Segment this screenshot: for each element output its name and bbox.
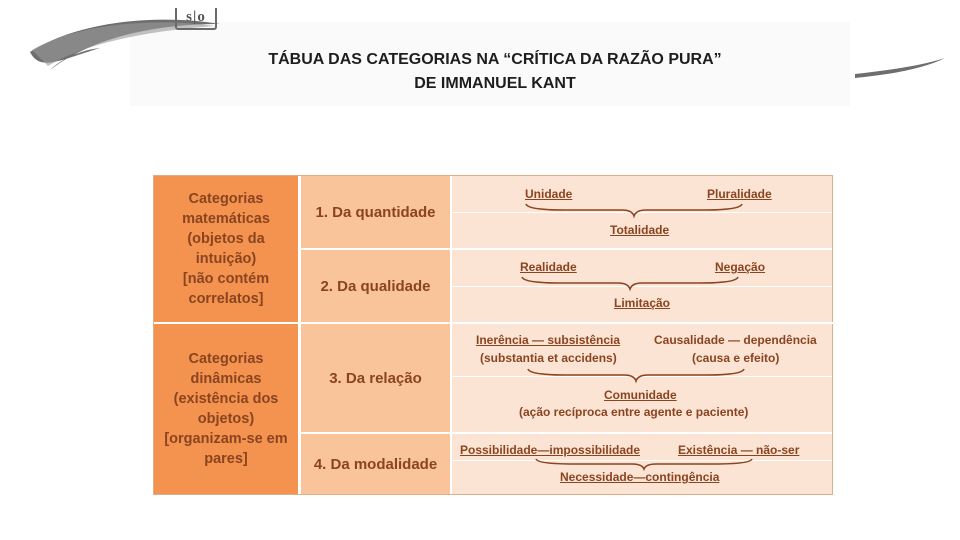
category-cell-modality: [301, 434, 451, 494]
group-cell-mathematical: [154, 176, 300, 322]
categories-table: [153, 175, 833, 495]
brace-icon: [520, 275, 740, 291]
pair-right-term: Pluralidade: [707, 187, 772, 201]
logo: s|o: [175, 8, 217, 30]
brace-icon: [524, 202, 744, 218]
group-divider: [154, 322, 834, 324]
pair-left-subtitle: (substantia et accidens): [480, 351, 617, 365]
page-title-line1: TÁBUA DAS CATEGORIAS NA “CRÍTICA DA RAZÃO PURA”: [268, 51, 722, 68]
result-term: Comunidade: [604, 388, 677, 402]
page-title: [0, 48, 960, 96]
category-cell-relation: [301, 324, 451, 432]
page-title-line2: DE IMMANUEL KANT: [414, 75, 576, 92]
brace-icon: [534, 457, 754, 471]
category-cell-quality: [301, 250, 451, 322]
pair-right-term: Existência — não-ser: [678, 443, 800, 457]
category-label: 4. Da modalidade: [313, 455, 438, 473]
group-label: Categorias matemáticas (objetos da intuição) [não contém correlatos]: [182, 191, 270, 307]
group-cell-dynamic: [154, 324, 300, 494]
pair-right-term: Negação: [715, 260, 766, 274]
pair-left-term: Realidade: [520, 260, 577, 274]
result-term: Totalidade: [610, 223, 670, 237]
category-label: 3. Da relação: [329, 369, 422, 387]
pair-left-term: Possibilidade—impossibilidade: [460, 443, 641, 457]
category-cell-quantity: [301, 176, 451, 248]
category-label: 2. Da qualidade: [320, 277, 431, 295]
category-label: 1. Da quantidade: [315, 203, 436, 221]
result-term: Necessidade—contingência: [560, 470, 720, 484]
result-term: Limitação: [614, 296, 671, 310]
pair-left-term: Unidade: [525, 187, 573, 201]
pair-left-term: Inerência — subsistência: [476, 333, 621, 347]
pair-right-subtitle: (causa e efeito): [692, 351, 780, 365]
brace-icon: [526, 367, 746, 383]
group-label: Categorias dinâmicas (existência dos objetos) [organizam-se em pares]: [164, 351, 288, 467]
result-subtitle: (ação recíproca entre agente e paciente): [519, 405, 749, 419]
pair-right-term: Causalidade — dependência: [654, 333, 817, 347]
